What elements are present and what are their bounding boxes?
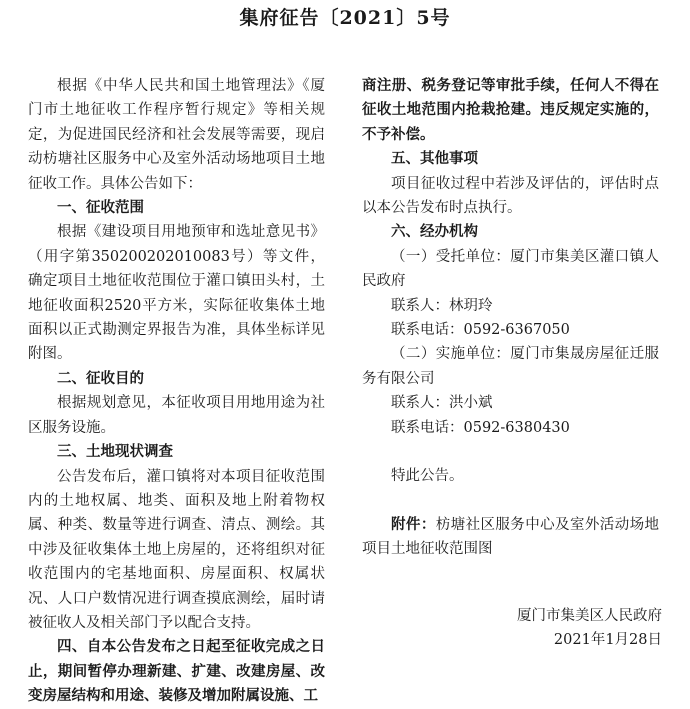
signature-date: 2021年1月28日 (553, 632, 662, 648)
section-4-paragraph: 四、自本公告发布之日起至征收完成之日止，期间暂停办理新建、扩建、改建房屋、改变房屋结构和用途、装修及增加附属设施、工 (28, 638, 325, 705)
document-title: 集府征告〔2021〕5号 (239, 7, 451, 29)
implementing-contact: 联系人：洪小斌 (391, 395, 493, 412)
section-2-body: 根据规划意见，本征收项目用地用途为社区服务设施。 (28, 395, 325, 436)
attachment (362, 513, 659, 562)
section-5-heading: 五、其他事项 (391, 150, 478, 168)
intro-paragraph: 根据《中华人民共和国土地管理法》《厦门市土地征收工作程序暂行规定》等相关规定，为促进国民经济和社会发展等需要，现启动枋塘社区服务中心及室外活动场地项目土地征收工作。具体公告如下： (28, 78, 325, 192)
implementing-unit: （二）实施单位：厦门市集晟房屋征迁服务有限公司 (362, 346, 659, 387)
section-4-continuation: 商注册、税务登记等审批手续，任何人不得在征收土地范围内抢栽抢建。违反规定实施的，不予补偿。 (362, 77, 659, 143)
section-6-heading: 六、经办机构 (391, 223, 478, 241)
right-column (362, 74, 659, 561)
section-3-body: 公告发布后，灌口镇将对本项目征收范围内的土地权属、地类、面积及地上附着物权属、种类、数量等进行调查、清点、测绘。其中涉及征收集体土地上房屋的，还将组织对征收范围内的宅基地面积、房屋面积、权属状况、人口户数情况进行调查摸底测绘，届时请被征收人及相关部门予以配合支持。 (28, 468, 325, 631)
section-5-body: 项目征收过程中若涉及评估的，评估时点以本公告发布时点执行。 (362, 175, 659, 217)
signature-org: 厦门市集美区人民政府 (517, 608, 662, 624)
section-2-heading: 二、征收目的 (57, 369, 144, 387)
implementing-phone: 联系电话：0592-6380430 (391, 419, 570, 436)
left-column (28, 74, 325, 709)
entrusted-phone: 联系电话：0592-6367050 (391, 322, 570, 339)
section-1-heading: 一、征收范围 (57, 199, 144, 217)
closing-text: 特此公告。 (391, 468, 464, 485)
entrusted-unit: （一）受托单位：厦门市集美区灌口镇人民政府 (362, 248, 659, 290)
section-1-body: 根据《建设项目用地预审和选址意见书》（用字第350200202010083号）等文件，确定项目土地征收范围位于灌口镇田头村，土地征收面积2520平方米，实际征收集体土地面积以正式勘测定界报告为准，具体坐标详见附图。 (28, 224, 325, 363)
entrusted-contact: 联系人：林玥玲 (391, 297, 493, 314)
attachment-label: 附件： (391, 515, 436, 533)
section-3-heading: 三、土地现状调查 (57, 443, 173, 461)
attachment-text: 枋塘社区服务中心及室外活动场地项目土地征收范围图 (362, 516, 660, 557)
